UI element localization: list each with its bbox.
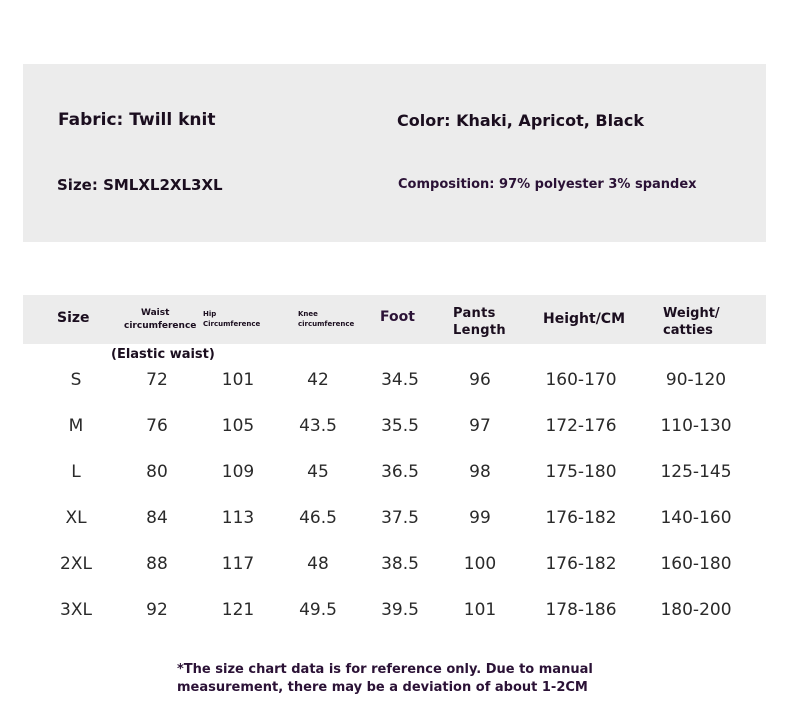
cell-waist: 88: [146, 554, 168, 574]
table-row: [0, 462, 790, 492]
cell-knee: 48: [307, 554, 329, 574]
cell-pants: 98: [469, 462, 491, 482]
cell-height: 176-182: [545, 508, 617, 528]
cell-size: L: [71, 462, 81, 482]
cell-size: 2XL: [60, 554, 92, 574]
header-hip-line1: Hip: [203, 310, 217, 318]
cell-hip: 109: [221, 462, 255, 482]
cell-pants: 97: [469, 416, 491, 436]
cell-waist: 72: [146, 370, 168, 390]
cell-size: 3XL: [60, 600, 92, 620]
cell-hip: 101: [221, 370, 255, 390]
cell-height: 178-186: [545, 600, 617, 620]
composition-info: Composition: 97% polyester 3% spandex: [398, 177, 697, 192]
header-waist-line2: circumference: [124, 321, 197, 332]
cell-knee: 45: [307, 462, 329, 482]
cell-knee: 42: [307, 370, 329, 390]
cell-size: XL: [65, 508, 87, 528]
table-row: [0, 370, 790, 400]
header-knee: [298, 309, 354, 329]
header-weight-line1: Weight/: [663, 306, 720, 321]
header-height: Height/CM: [543, 311, 626, 327]
cell-waist: 80: [146, 462, 168, 482]
cell-height: 172-176: [545, 416, 617, 436]
elastic-waist-note: (Elastic waist): [111, 347, 215, 362]
cell-knee: 49.5: [299, 600, 337, 620]
cell-pants: 96: [469, 370, 491, 390]
cell-foot: 37.5: [381, 508, 419, 528]
table-row: [0, 508, 790, 538]
fabric-info: Fabric: Twill knit: [58, 110, 216, 130]
header-pants-line2: Length: [453, 322, 506, 338]
cell-foot: 35.5: [381, 416, 419, 436]
header-waist-line1: Waist: [141, 308, 170, 318]
cell-size: S: [70, 370, 82, 390]
header-waist: [124, 307, 196, 333]
cell-hip: 105: [221, 416, 255, 436]
table-row: [0, 416, 790, 446]
header-knee-line1: Knee: [298, 310, 318, 318]
header-knee-line2: circumference: [298, 320, 355, 329]
disclaimer-line1: *The size chart data is for reference only. Due to manual: [177, 662, 593, 677]
cell-weight: 160-180: [660, 554, 732, 574]
cell-weight: 140-160: [660, 508, 732, 528]
header-pants-line1: Pants: [453, 306, 496, 321]
header-weight-line2: catties: [663, 322, 713, 338]
header-foot: Foot: [380, 309, 415, 325]
table-row: [0, 554, 790, 584]
header-size: Size: [57, 310, 90, 326]
cell-foot: 39.5: [381, 600, 419, 620]
cell-foot: 38.5: [381, 554, 419, 574]
header-pants-length: [453, 306, 506, 340]
cell-waist: 92: [146, 600, 168, 620]
header-hip: [203, 309, 260, 329]
color-info: Color: Khaki, Apricot, Black: [397, 111, 645, 130]
cell-weight: 90-120: [665, 370, 727, 390]
cell-foot: 36.5: [381, 462, 419, 482]
size-chart-disclaimer: [177, 661, 593, 697]
header-hip-line2: Circumference: [203, 320, 261, 329]
cell-foot: 34.5: [381, 370, 419, 390]
size-table-header: [23, 295, 766, 344]
cell-hip: 113: [221, 508, 255, 528]
disclaimer-line2: measurement, there may be a deviation of about 1-2CM: [177, 680, 588, 696]
cell-weight: 125-145: [660, 462, 732, 482]
product-info-panel: [23, 64, 766, 242]
cell-height: 175-180: [545, 462, 617, 482]
cell-height: 160-170: [545, 370, 617, 390]
cell-waist: 76: [146, 416, 168, 436]
cell-weight: 110-130: [660, 416, 732, 436]
cell-pants: 100: [463, 554, 497, 574]
cell-waist: 84: [146, 508, 168, 528]
cell-pants: 101: [463, 600, 497, 620]
table-row: [0, 600, 790, 630]
size-info: Size: SMLXL2XL3XL: [57, 176, 223, 194]
header-weight: [663, 306, 720, 340]
cell-size: M: [68, 416, 84, 436]
cell-knee: 46.5: [299, 508, 337, 528]
cell-weight: 180-200: [660, 600, 732, 620]
cell-hip: 121: [221, 600, 255, 620]
cell-hip: 117: [221, 554, 255, 574]
cell-knee: 43.5: [299, 416, 337, 436]
cell-pants: 99: [469, 508, 491, 528]
cell-height: 176-182: [545, 554, 617, 574]
